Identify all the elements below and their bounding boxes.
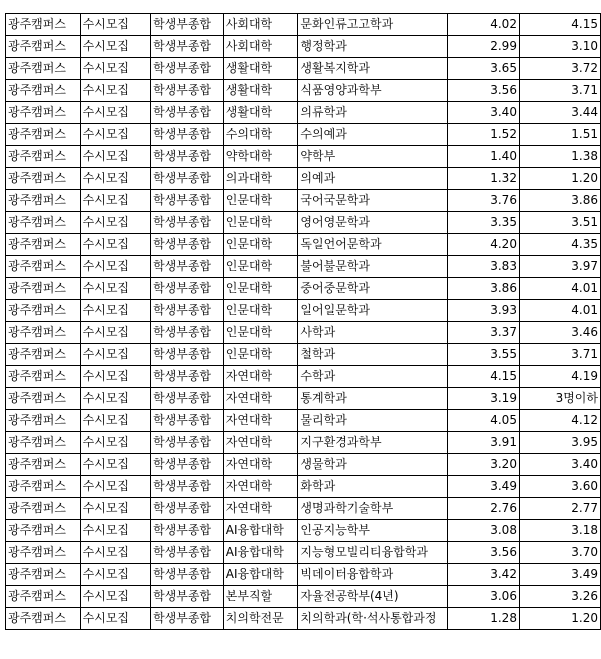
track-cell: 학생부종합 — [151, 366, 224, 388]
admission-type-cell: 수시모집 — [80, 168, 150, 190]
grade-value-2-cell: 3.71 — [519, 344, 600, 366]
table-row — [6, 278, 601, 300]
track-cell: 학생부종합 — [151, 212, 224, 234]
department-cell: 의예과 — [298, 168, 448, 190]
grade-value-1-cell: 3.19 — [448, 388, 520, 410]
track-cell: 학생부종합 — [151, 388, 224, 410]
track-cell: 학생부종합 — [151, 498, 224, 520]
department-cell: 일어일문학과 — [298, 300, 448, 322]
college-cell: 생활대학 — [223, 58, 298, 80]
admission-type-cell: 수시모집 — [80, 542, 150, 564]
campus-cell: 광주캠퍼스 — [6, 300, 81, 322]
admission-type-cell: 수시모집 — [80, 608, 150, 630]
table-row — [6, 146, 601, 168]
table-row — [6, 564, 601, 586]
admissions-table — [5, 13, 601, 630]
college-cell: 자연대학 — [223, 366, 298, 388]
grade-value-1-cell: 3.93 — [448, 300, 520, 322]
college-cell: 치의학전문 — [223, 608, 298, 630]
track-cell: 학생부종합 — [151, 564, 224, 586]
admission-type-cell: 수시모집 — [80, 36, 150, 58]
college-cell: 생활대학 — [223, 102, 298, 124]
track-cell: 학생부종합 — [151, 278, 224, 300]
grade-value-2-cell: 3.44 — [519, 102, 600, 124]
grade-value-1-cell: 4.05 — [448, 410, 520, 432]
department-cell: 수의예과 — [298, 124, 448, 146]
table-row — [6, 124, 601, 146]
college-cell: 자연대학 — [223, 432, 298, 454]
grade-value-1-cell: 3.42 — [448, 564, 520, 586]
grade-value-1-cell: 3.56 — [448, 542, 520, 564]
grade-value-2-cell: 3.18 — [519, 520, 600, 542]
grade-value-1-cell: 4.20 — [448, 234, 520, 256]
grade-value-1-cell: 3.49 — [448, 476, 520, 498]
campus-cell: 광주캠퍼스 — [6, 146, 81, 168]
college-cell: AI융합대학 — [223, 520, 298, 542]
admission-type-cell: 수시모집 — [80, 124, 150, 146]
college-cell: 약학대학 — [223, 146, 298, 168]
grade-value-2-cell: 4.15 — [519, 14, 600, 36]
track-cell: 학생부종합 — [151, 410, 224, 432]
grade-value-1-cell: 1.52 — [448, 124, 520, 146]
campus-cell: 광주캠퍼스 — [6, 498, 81, 520]
college-cell: 인문대학 — [223, 190, 298, 212]
admission-type-cell: 수시모집 — [80, 520, 150, 542]
admission-type-cell: 수시모집 — [80, 344, 150, 366]
table-row — [6, 344, 601, 366]
grade-value-2-cell: 3명이하 — [519, 388, 600, 410]
grade-value-1-cell: 3.08 — [448, 520, 520, 542]
college-cell: 자연대학 — [223, 454, 298, 476]
admission-type-cell: 수시모집 — [80, 14, 150, 36]
department-cell: 화학과 — [298, 476, 448, 498]
table-row — [6, 432, 601, 454]
admission-type-cell: 수시모집 — [80, 388, 150, 410]
campus-cell: 광주캠퍼스 — [6, 190, 81, 212]
college-cell: 인문대학 — [223, 278, 298, 300]
track-cell: 학생부종합 — [151, 586, 224, 608]
admission-type-cell: 수시모집 — [80, 146, 150, 168]
college-cell: 자연대학 — [223, 498, 298, 520]
campus-cell: 광주캠퍼스 — [6, 58, 81, 80]
table-row — [6, 212, 601, 234]
department-cell: 인공지능학부 — [298, 520, 448, 542]
track-cell: 학생부종합 — [151, 344, 224, 366]
grade-value-2-cell: 3.72 — [519, 58, 600, 80]
grade-value-2-cell: 3.97 — [519, 256, 600, 278]
department-cell: 의류학과 — [298, 102, 448, 124]
department-cell: 식품영양과학부 — [298, 80, 448, 102]
grade-value-2-cell: 3.51 — [519, 212, 600, 234]
college-cell: AI융합대학 — [223, 542, 298, 564]
admission-type-cell: 수시모집 — [80, 58, 150, 80]
track-cell: 학생부종합 — [151, 102, 224, 124]
admission-type-cell: 수시모집 — [80, 256, 150, 278]
department-cell: 치의학과(학·석사통합과정 — [298, 608, 448, 630]
department-cell: 국어국문학과 — [298, 190, 448, 212]
table-row — [6, 542, 601, 564]
campus-cell: 광주캠퍼스 — [6, 432, 81, 454]
track-cell: 학생부종합 — [151, 300, 224, 322]
campus-cell: 광주캠퍼스 — [6, 608, 81, 630]
department-cell: 빅데이터융합학과 — [298, 564, 448, 586]
grade-value-1-cell: 1.28 — [448, 608, 520, 630]
grade-value-1-cell: 3.56 — [448, 80, 520, 102]
admission-type-cell: 수시모집 — [80, 300, 150, 322]
grade-value-1-cell: 3.06 — [448, 586, 520, 608]
department-cell: 중어중문학과 — [298, 278, 448, 300]
table-row — [6, 190, 601, 212]
department-cell: 생물학과 — [298, 454, 448, 476]
campus-cell: 광주캠퍼스 — [6, 168, 81, 190]
table-row — [6, 234, 601, 256]
campus-cell: 광주캠퍼스 — [6, 344, 81, 366]
grade-value-2-cell: 3.49 — [519, 564, 600, 586]
campus-cell: 광주캠퍼스 — [6, 278, 81, 300]
track-cell: 학생부종합 — [151, 520, 224, 542]
grade-value-2-cell: 4.01 — [519, 278, 600, 300]
admission-type-cell: 수시모집 — [80, 102, 150, 124]
table-row — [6, 410, 601, 432]
grade-value-2-cell: 3.10 — [519, 36, 600, 58]
campus-cell: 광주캠퍼스 — [6, 476, 81, 498]
grade-value-1-cell: 3.86 — [448, 278, 520, 300]
grade-value-1-cell: 1.32 — [448, 168, 520, 190]
grade-value-1-cell: 3.76 — [448, 190, 520, 212]
college-cell: 수의대학 — [223, 124, 298, 146]
admission-type-cell: 수시모집 — [80, 234, 150, 256]
grade-value-2-cell: 3.46 — [519, 322, 600, 344]
grade-value-2-cell: 3.71 — [519, 80, 600, 102]
track-cell: 학생부종합 — [151, 256, 224, 278]
grade-value-1-cell: 3.20 — [448, 454, 520, 476]
department-cell: 행정학과 — [298, 36, 448, 58]
track-cell: 학생부종합 — [151, 168, 224, 190]
campus-cell: 광주캠퍼스 — [6, 542, 81, 564]
grade-value-1-cell: 4.02 — [448, 14, 520, 36]
admission-type-cell: 수시모집 — [80, 80, 150, 102]
department-cell: 지능형모빌리티융합학과 — [298, 542, 448, 564]
college-cell: 인문대학 — [223, 344, 298, 366]
grade-value-2-cell: 4.01 — [519, 300, 600, 322]
campus-cell: 광주캠퍼스 — [6, 388, 81, 410]
admission-type-cell: 수시모집 — [80, 564, 150, 586]
grade-value-2-cell: 3.95 — [519, 432, 600, 454]
grade-value-1-cell: 3.55 — [448, 344, 520, 366]
department-cell: 약학부 — [298, 146, 448, 168]
table-row — [6, 520, 601, 542]
college-cell: 인문대학 — [223, 256, 298, 278]
campus-cell: 광주캠퍼스 — [6, 80, 81, 102]
campus-cell: 광주캠퍼스 — [6, 234, 81, 256]
track-cell: 학생부종합 — [151, 80, 224, 102]
college-cell: 의과대학 — [223, 168, 298, 190]
grade-value-2-cell: 3.60 — [519, 476, 600, 498]
table-row — [6, 476, 601, 498]
table-row — [6, 36, 601, 58]
college-cell: 사회대학 — [223, 14, 298, 36]
admission-type-cell: 수시모집 — [80, 432, 150, 454]
track-cell: 학생부종합 — [151, 454, 224, 476]
track-cell: 학생부종합 — [151, 36, 224, 58]
campus-cell: 광주캠퍼스 — [6, 14, 81, 36]
track-cell: 학생부종합 — [151, 190, 224, 212]
college-cell: 본부직할 — [223, 586, 298, 608]
college-cell: 인문대학 — [223, 212, 298, 234]
table-body — [6, 14, 601, 630]
track-cell: 학생부종합 — [151, 234, 224, 256]
grade-value-1-cell: 3.37 — [448, 322, 520, 344]
track-cell: 학생부종합 — [151, 542, 224, 564]
grade-value-2-cell: 1.20 — [519, 608, 600, 630]
campus-cell: 광주캠퍼스 — [6, 586, 81, 608]
grade-value-2-cell: 4.35 — [519, 234, 600, 256]
admission-type-cell: 수시모집 — [80, 498, 150, 520]
college-cell: 인문대학 — [223, 300, 298, 322]
track-cell: 학생부종합 — [151, 322, 224, 344]
admission-type-cell: 수시모집 — [80, 454, 150, 476]
track-cell: 학생부종합 — [151, 146, 224, 168]
campus-cell: 광주캠퍼스 — [6, 322, 81, 344]
grade-value-2-cell: 4.19 — [519, 366, 600, 388]
track-cell: 학생부종합 — [151, 58, 224, 80]
college-cell: AI융합대학 — [223, 564, 298, 586]
admission-type-cell: 수시모집 — [80, 212, 150, 234]
table-row — [6, 498, 601, 520]
track-cell: 학생부종합 — [151, 432, 224, 454]
grade-value-2-cell: 1.20 — [519, 168, 600, 190]
admission-type-cell: 수시모집 — [80, 410, 150, 432]
grade-value-1-cell: 3.83 — [448, 256, 520, 278]
campus-cell: 광주캠퍼스 — [6, 36, 81, 58]
campus-cell: 광주캠퍼스 — [6, 124, 81, 146]
admission-type-cell: 수시모집 — [80, 586, 150, 608]
grade-value-2-cell: 3.70 — [519, 542, 600, 564]
grade-value-1-cell: 3.35 — [448, 212, 520, 234]
table-row — [6, 168, 601, 190]
table-row — [6, 608, 601, 630]
table-row — [6, 586, 601, 608]
track-cell: 학생부종합 — [151, 476, 224, 498]
department-cell: 사학과 — [298, 322, 448, 344]
admission-type-cell: 수시모집 — [80, 278, 150, 300]
grade-value-1-cell: 2.76 — [448, 498, 520, 520]
department-cell: 통계학과 — [298, 388, 448, 410]
college-cell: 자연대학 — [223, 388, 298, 410]
campus-cell: 광주캠퍼스 — [6, 564, 81, 586]
department-cell: 수학과 — [298, 366, 448, 388]
college-cell: 인문대학 — [223, 234, 298, 256]
grade-value-1-cell: 3.91 — [448, 432, 520, 454]
department-cell: 생활복지학과 — [298, 58, 448, 80]
campus-cell: 광주캠퍼스 — [6, 102, 81, 124]
grade-value-2-cell: 1.38 — [519, 146, 600, 168]
college-cell: 생활대학 — [223, 80, 298, 102]
campus-cell: 광주캠퍼스 — [6, 454, 81, 476]
grade-value-1-cell: 4.15 — [448, 366, 520, 388]
campus-cell: 광주캠퍼스 — [6, 410, 81, 432]
department-cell: 철학과 — [298, 344, 448, 366]
grade-value-1-cell: 3.65 — [448, 58, 520, 80]
department-cell: 자율전공학부(4년) — [298, 586, 448, 608]
table-row — [6, 256, 601, 278]
campus-cell: 광주캠퍼스 — [6, 366, 81, 388]
grade-value-2-cell: 1.51 — [519, 124, 600, 146]
college-cell: 자연대학 — [223, 410, 298, 432]
department-cell: 생명과학기술학부 — [298, 498, 448, 520]
table-row — [6, 454, 601, 476]
admission-type-cell: 수시모집 — [80, 322, 150, 344]
table-row — [6, 300, 601, 322]
department-cell: 물리학과 — [298, 410, 448, 432]
table-row — [6, 322, 601, 344]
grade-value-2-cell: 4.12 — [519, 410, 600, 432]
table-row — [6, 366, 601, 388]
table-row — [6, 58, 601, 80]
admission-type-cell: 수시모집 — [80, 366, 150, 388]
grade-value-2-cell: 3.40 — [519, 454, 600, 476]
table-row — [6, 80, 601, 102]
grade-value-2-cell: 3.86 — [519, 190, 600, 212]
track-cell: 학생부종합 — [151, 124, 224, 146]
admission-type-cell: 수시모집 — [80, 190, 150, 212]
grade-value-2-cell: 3.26 — [519, 586, 600, 608]
table-row — [6, 388, 601, 410]
college-cell: 자연대학 — [223, 476, 298, 498]
admission-type-cell: 수시모집 — [80, 476, 150, 498]
department-cell: 영어영문학과 — [298, 212, 448, 234]
department-cell: 독일언어문학과 — [298, 234, 448, 256]
campus-cell: 광주캠퍼스 — [6, 520, 81, 542]
college-cell: 사회대학 — [223, 36, 298, 58]
grade-value-1-cell: 3.40 — [448, 102, 520, 124]
campus-cell: 광주캠퍼스 — [6, 212, 81, 234]
grade-value-2-cell: 2.77 — [519, 498, 600, 520]
table-row — [6, 102, 601, 124]
campus-cell: 광주캠퍼스 — [6, 256, 81, 278]
track-cell: 학생부종합 — [151, 608, 224, 630]
college-cell: 인문대학 — [223, 322, 298, 344]
department-cell: 지구환경과학부 — [298, 432, 448, 454]
department-cell: 불어불문학과 — [298, 256, 448, 278]
grade-value-1-cell: 1.40 — [448, 146, 520, 168]
table-row — [6, 14, 601, 36]
grade-value-1-cell: 2.99 — [448, 36, 520, 58]
department-cell: 문화인류고고학과 — [298, 14, 448, 36]
track-cell: 학생부종합 — [151, 14, 224, 36]
